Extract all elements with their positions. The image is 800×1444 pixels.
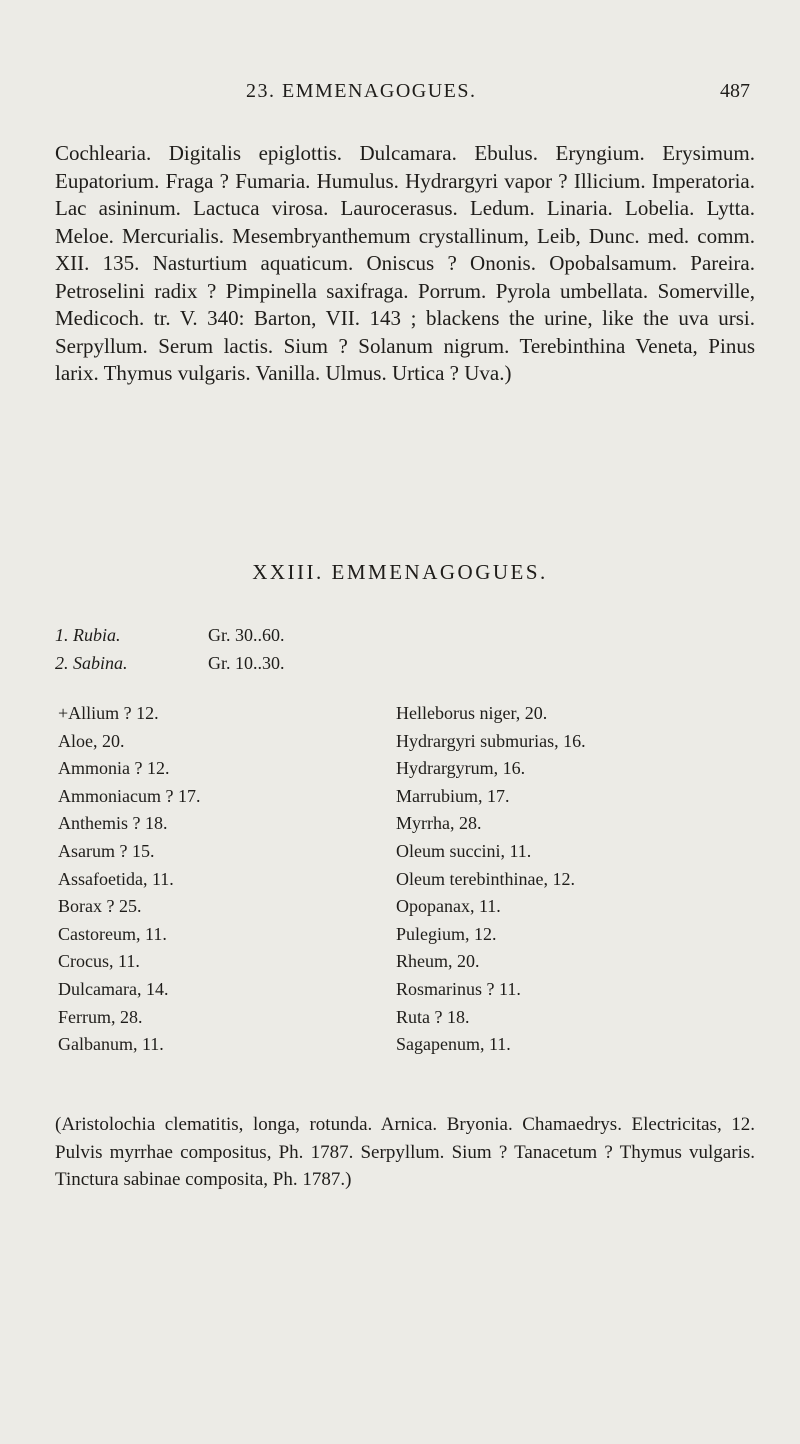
- intro-paragraph: Cochlearia. Digitalis epiglottis. Dulcamara. Ebulus. Eryngium. Erysimum. Eupatorium. Fraga ? Fumaria. Humulus. Hydrargyri vapor ? Illicium. Imperatoria. Lac asininum. Lactuca virosa. Laurocerasus. Ledum. Linaria. Lobelia. Lytta. Meloe. Mercurialis. Mesembryanthemum crystallinum, Leib, Dunc. med. comm. XII. 135. Nasturtium aquaticum. Oniscus ? Ononis. Opobalsamum. Pareira. Petroselini radix ? Pimpinella saxifraga. Porrum. Pyrola umbellata. Somerville, Medicoch. tr. V. 340: Barton, VII. 143 ; blackens the urine, like the uva ursi. Serpyllum. Serum lactis. Sium ? Solanum nigrum. Terebinthina Veneta, Pinus larix. Thymus vulgaris. Vanilla. Ulmus. Urtica ? Uva.): [55, 141, 755, 385]
- remedy-name: 1. Rubia.: [55, 625, 121, 645]
- remedy-entry: Hydrargyrum, 16.: [396, 758, 526, 779]
- remedy-entry: Assafoetida, 11.: [58, 868, 174, 889]
- remedy-entry: Oleum terebinthinae, 12.: [396, 868, 575, 889]
- remedy-entry: Asarum ? 15.: [58, 840, 155, 861]
- principal-remedies: [55, 621, 355, 677]
- remedy-entry: Castoreum, 11.: [58, 923, 167, 944]
- remedy-entry: Borax ? 25.: [58, 896, 142, 917]
- running-head: [0, 80, 800, 112]
- remedy-entry: Helleborus niger, 20.: [396, 703, 548, 723]
- remedy-entry: Marrubium, 17.: [396, 785, 510, 806]
- remedy-entry: Oleum succini, 11.: [396, 840, 532, 861]
- remedy-entry: Rheum, 20.: [396, 951, 480, 972]
- principal-remedy-row: [55, 621, 355, 649]
- remedy-entry: Ferrum, 28.: [58, 1006, 143, 1027]
- remedy-entry: +Allium ? 12.: [58, 703, 159, 723]
- principal-remedy-row: [55, 649, 355, 677]
- remedy-entry: Hydrargyri submurias, 16.: [396, 730, 586, 751]
- remedy-dose: Gr. 30..60.: [208, 625, 285, 645]
- remedy-entry: Myrrha, 28.: [396, 813, 482, 834]
- remedies-right-column: [396, 700, 586, 1059]
- remedies-left-column: [58, 700, 200, 1059]
- closing-paragraph: (Aristolochia clematitis, longa, rotunda. Arnica. Bryonia. Chamaedrys. Electricitas, 12. Pulvis myrrhae compositus, Ph. 1787. Serpyllum. Sium ? Tanacetum ? Thymus vulgaris. Tinctura sabinae composita, Ph. 1787.): [55, 1114, 755, 1190]
- remedy-entry: Anthemis ? 18.: [58, 813, 168, 834]
- remedy-entry: Sagapenum, 11.: [396, 1034, 511, 1055]
- remedy-entry: Ruta ? 18.: [396, 1006, 470, 1027]
- remedy-entry: Rosmarinus ? 11.: [396, 978, 521, 999]
- remedy-entry: Ammoniacum ? 17.: [58, 785, 201, 806]
- remedy-entry: Ammonia ? 12.: [58, 758, 170, 779]
- page-number: 487: [720, 80, 750, 102]
- remedy-entry: Pulegium, 12.: [396, 923, 497, 944]
- remedy-name: 2. Sabina.: [55, 653, 128, 673]
- remedy-dose: Gr. 10..30.: [208, 653, 285, 673]
- remedy-entry: Crocus, 11.: [58, 951, 140, 972]
- remedy-entry: Opopanax, 11.: [396, 896, 501, 917]
- remedy-entry: Galbanum, 11.: [58, 1034, 164, 1055]
- section-heading: XXIII. EMMENAGOGUES.: [252, 560, 548, 584]
- remedy-entry: Dulcamara, 14.: [58, 978, 169, 999]
- remedy-entry: Aloe, 20.: [58, 730, 125, 751]
- running-head-section: 23. EMMENAGOGUES.: [246, 80, 477, 102]
